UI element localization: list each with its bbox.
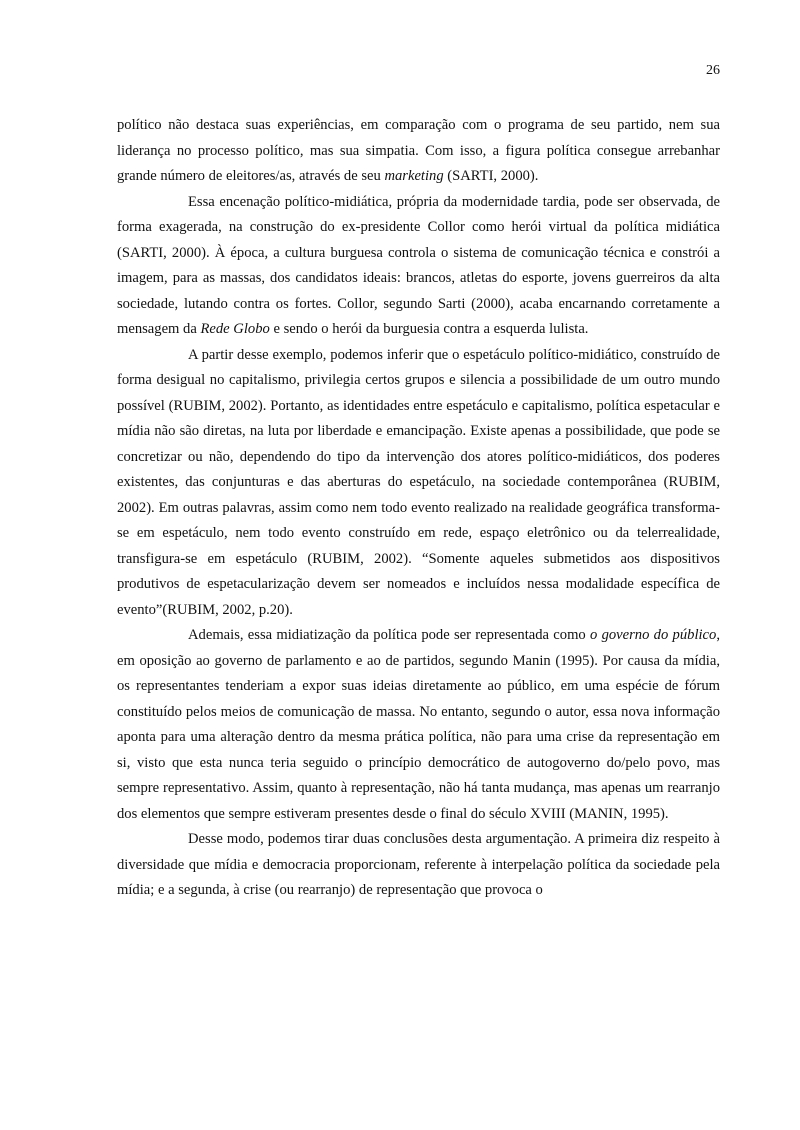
paragraph (117, 343, 720, 624)
text-run: Desse modo, podemos tirar duas conclusões desta argumentação. A primeira diz respeito à diversidade que mídia e democracia proporcionam, referente à interpelação política da sociedade pela mídia; e a segunda, à crise (ou rearranjo) de representação que provoca o (117, 831, 720, 898)
paragraph (117, 113, 720, 190)
page-number: 26 (706, 63, 720, 78)
body-text (117, 113, 720, 904)
italic-text: o governo do público (590, 627, 717, 643)
text-run: (SARTI, 2000). (443, 168, 539, 184)
text-run: A partir desse exemplo, podemos inferir que o espetáculo político-midiático, construído de forma desigual no capitalismo, privilegia certos grupos e silencia a possibilidade de um outro mundo possível (RUBIM, 2002). Portanto, as identidades entre espetáculo e capitalismo, política espetacular e mídia não são diretas, na luta por liberdade e emancipação. Existe apenas a possibilidade, que pode se concretizar ou não, dependendo do tipo da intervenção dos atores político-midiáticos, dos poderes existentes, das conjunturas e das aberturas do espetáculo, na sociedade contemporânea (RUBIM, 2002). Em outras palavras, assim como nem todo evento realizado na realidade geográfica transforma-se em espetáculo, nem todo evento construído em rede, espaço eletrônico ou da telerrealidade, transfigura-se em espetáculo (RUBIM, 2002). “Somente aqueles submetidos aos dispositivos produtivos de espetacularização devem ser nomeados e incluídos nessa modalidade específica de evento”(RUBIM, 2002, p.20). (117, 346, 720, 618)
paragraph (117, 623, 720, 827)
italic-text: Rede Globo (200, 321, 270, 337)
text-run: Essa encenação político-midiática, própria da modernidade tardia, pode ser observada, de forma exagerada, na construção do ex-presidente Collor como herói virtual da política midiática (SARTI, 2000). À época, a cultura burguesa controla o sistema de comunicação técnica e constrói a imagem, para as massas, dos candidatos ideais: brancos, atletas do esporte, jovens guerreiros da alta sociedade, lutando contra os fortes. Collor, segundo Sarti (2000), acaba encarnando corretamente a mensagem da (117, 193, 720, 337)
text-run: Ademais, essa midiatização da política pode ser representada como (188, 627, 590, 643)
italic-text: marketing (384, 168, 444, 184)
paragraph (117, 827, 720, 904)
paragraph (117, 190, 720, 343)
text-run: e sendo o herói da burguesia contra a esquerda lulista. (269, 321, 589, 337)
text-run: político não destaca suas experiências, em comparação com o programa de seu partido, nem sua liderança no processo político, mas sua simpatia. Com isso, a figura política consegue arrebanhar grande número de eleitores/as, através de seu (117, 117, 720, 184)
text-run: , em oposição ao governo de parlamento e ao de partidos, segundo Manin (1995). Por causa da mídia, os representantes tenderiam a expor suas ideias diretamente ao público, em uma espécie de fórum constituído pelos meios de comunicação de massa. No entanto, segundo o autor, essa nova informação aponta para uma alteração dentro da mesma prática política, não para uma crise da representação em si, visto que esta nunca teria seguido o princípio democrático de autogoverno do/pelo povo, mas sempre representativo. Assim, quanto à representação, não há tanta mudança, mas apenas um rearranjo dos elementos que sempre estiveram presentes desde o final do século XVIII (MANIN, 1995). (117, 627, 720, 822)
